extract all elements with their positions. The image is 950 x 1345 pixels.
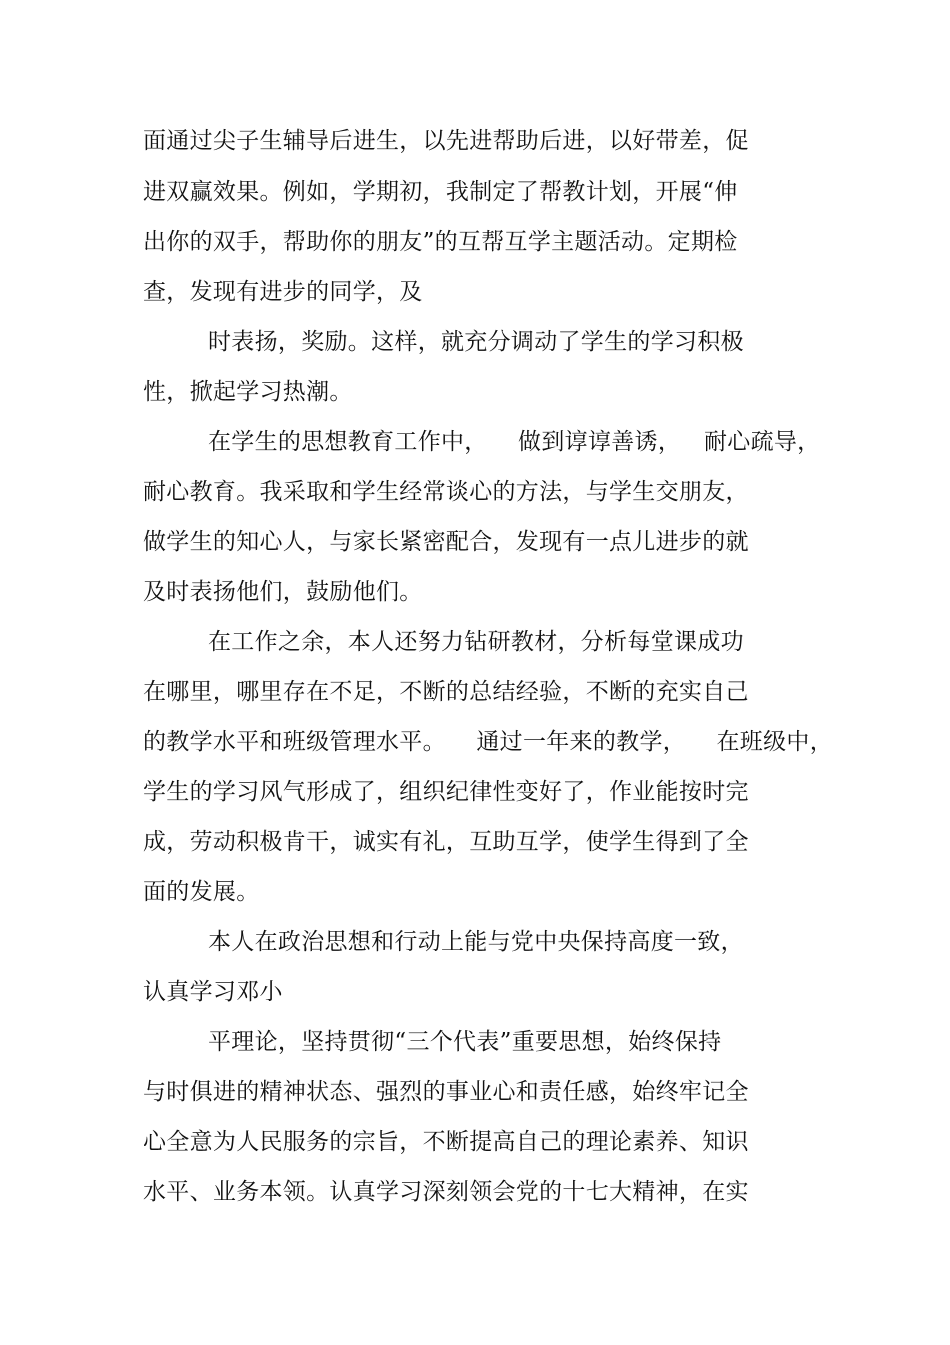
text-line: 心全意为人民服务的宗旨，不断提高自己的理论素养、知识 <box>143 1129 749 1155</box>
text-line: 在工作之余，本人还努力钻研教材，分析每堂课成功 <box>208 629 744 655</box>
text-line: 在学生的思想教育工作中， 做到谆谆善诱， 耐心疏导， <box>208 429 821 455</box>
text-line: 出你的双手，帮助你的朋友”的互帮互学主题活动。定期检 <box>143 229 738 255</box>
text-line: 进双赢效果。例如，学期初，我制定了帮教计划，开展“伸 <box>143 179 738 205</box>
text-line: 耐心教育。我采取和学生经常谈心的方法，与学生交朋友， <box>143 479 749 505</box>
text-line: 查，发现有进步的同学，及 <box>143 279 423 305</box>
text-line: 时表扬，奖励。这样，就充分调动了学生的学习积极 <box>208 329 744 355</box>
text-line: 与时俱进的精神状态、强烈的事业心和责任感，始终牢记全 <box>143 1079 749 1105</box>
text-line: 的教学水平和班级管理水平。 通过一年来的教学， 在班级中， <box>143 729 833 755</box>
text-line: 面通过尖子生辅导后进生，以先进帮助后进，以好带差，促 <box>143 128 749 154</box>
text-line: 做学生的知心人，与家长紧密配合，发现有一点儿进步的就 <box>143 529 749 555</box>
text-line: 在哪里，哪里存在不足，不断的总结经验，不断的充实自己 <box>143 679 749 705</box>
text-line: 认真学习邓小 <box>143 979 283 1005</box>
text-line: 学生的学习风气形成了，组织纪律性变好了，作业能按时完 <box>143 779 749 805</box>
text-line: 水平、业务本领。认真学习深刻领会党的十七大精神，在实 <box>143 1179 749 1205</box>
text-line: 面的发展。 <box>143 879 260 905</box>
text-line: 性，掀起学习热潮。 <box>143 379 353 405</box>
text-line: 本人在政治思想和行动上能与党中央保持高度一致， <box>208 929 744 955</box>
text-line: 及时表扬他们，鼓励他们。 <box>143 579 423 605</box>
text-line: 平理论，坚持贯彻“三个代表”重要思想，始终保持 <box>208 1029 722 1055</box>
text-line: 成，劳动积极肯干，诚实有礼，互助互学，使学生得到了全 <box>143 829 749 855</box>
